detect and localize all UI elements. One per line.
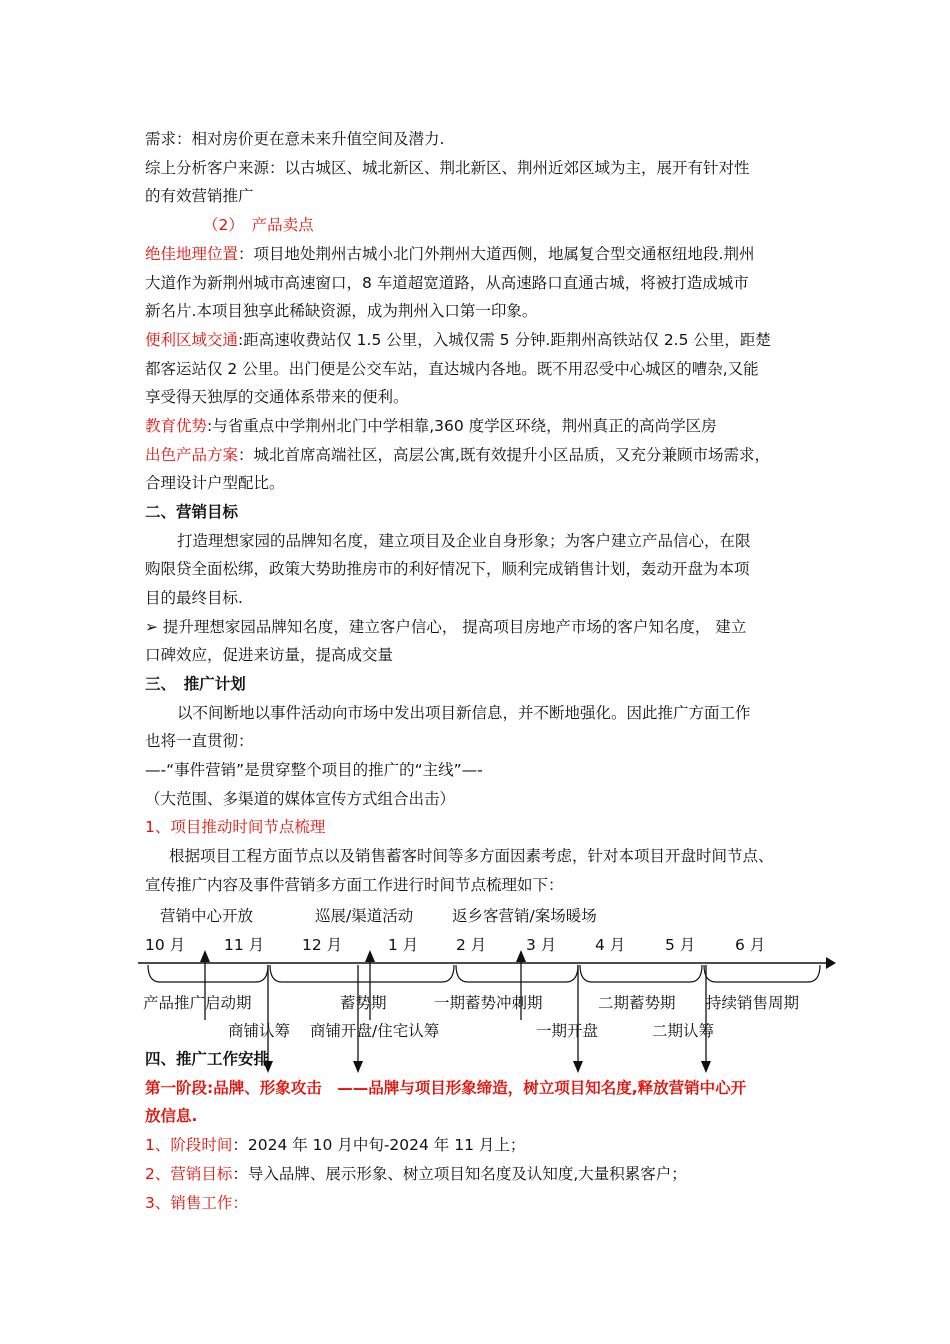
- phase-brace: [456, 965, 578, 982]
- stage-time-text: ：2024 年 10 月中旬-2024 年 11 月上；: [232, 1136, 526, 1154]
- event-shop-subscription: 商铺认筹: [228, 1022, 291, 1040]
- marketing-goal-text: ：导入品牌、展示形象、树立项目知名度及认知度,大量积累客户；: [232, 1165, 687, 1183]
- month-label: 1 月: [388, 936, 419, 954]
- marketing-goal-label: 2、营销目标: [145, 1165, 233, 1183]
- location-line-2: 大道作为新荆州城市高速窗口，8 车道超宽道路，从高速路口直通古城，将被打造成城市: [145, 274, 749, 292]
- traffic-line-2: 都客运站仅 2 公里。出门便是公交车站，直达城内各地。既不用忍受中心城区的嘈杂,又能: [145, 360, 759, 378]
- product-label: 出色产品方案: [145, 446, 239, 464]
- arrow-up-icon: [516, 950, 526, 962]
- location-line-3: 新名片.本项目独享此稀缺资源，成为荆州入口第一印象。: [145, 302, 538, 320]
- sales-work-label: 3、销售工作：: [145, 1194, 248, 1212]
- month-label: 10 月: [145, 936, 186, 954]
- media-combination-note: （大范围、多渠道的媒体宣传方式组合出击）: [145, 790, 456, 808]
- event-marketing-mainline: —-“事件营销”是贯穿整个项目的推广的“主线”—-: [145, 761, 483, 779]
- customer-source-line-2: 的有效营销推广: [145, 187, 254, 205]
- section-2-para-line-1: 打造理想家园的品牌知名度，建立项目及企业自身形象；为客户建立产品信心，在限: [177, 532, 751, 550]
- phase-brace: [148, 965, 268, 982]
- axis-arrowhead-icon: [826, 957, 836, 969]
- arrow-down-icon: [353, 1061, 363, 1073]
- marketing-goal-line: [145, 1163, 687, 1185]
- arrow-up-icon: [365, 950, 375, 962]
- arrow-down-icon: [701, 1061, 711, 1073]
- stage-time-line: [145, 1134, 525, 1156]
- section-2-title: 二、营销目标: [145, 503, 239, 521]
- traffic-text: :距高速收费站仅 1.5 公里，入城仅需 5 分钟.距荆州高铁站仅 2.5 公里，距楚: [238, 331, 771, 349]
- section-2-bullet-line-2: 口碑效应，促进来访量，提高成交量: [145, 646, 394, 664]
- traffic-line-3: 享受得天独厚的交通体系带来的便利。: [145, 388, 409, 406]
- education-text: :与省重点中学荆州北门中学相靠,360 度学区环绕，荆州真正的高尚学区房: [207, 417, 717, 435]
- phase-build-up: 蓄势期: [340, 994, 387, 1012]
- event-top-sales-center: 营销中心开放: [160, 907, 254, 925]
- section-2-para-line-2: 购限贷全面松绑，政策大势助推房市的利好情况下，顺利完成销售计划，轰动开盘为本项: [145, 560, 750, 578]
- product-line-2: 合理设计户型配比。: [145, 474, 285, 492]
- phase-1-heading: 第一阶段:品牌、形象攻击 ——品牌与项目形象缔造，树立项目知名度,释放营销中心开: [145, 1079, 747, 1097]
- customer-source-line: 综上分析客户来源：以古城区、城北新区、荆北新区、荆州近郊区域为主，展开有针对性: [145, 159, 750, 177]
- section-4-title: 四、推广工作安排: [145, 1050, 270, 1068]
- section-3-para-line-2: 也将一直贯彻：: [145, 732, 254, 750]
- phase-launch: 产品推广启动期: [143, 994, 252, 1012]
- event-top-roadshow: 巡展/渠道活动: [315, 907, 414, 925]
- product-text: ：城北首席高端社区，高层公寓,既有效提升小区品质，又充分兼顾市场需求，: [238, 446, 770, 464]
- phase-brace: [580, 965, 702, 982]
- phase-brace: [270, 965, 454, 982]
- event-shop-opening: 商铺开盘/住宅认筹: [310, 1022, 440, 1040]
- month-label: 11 月: [224, 936, 265, 954]
- phase-1-heading-line-2: 放信息.: [145, 1107, 198, 1125]
- event-top-homecoming: 返乡客营销/案场暖场: [452, 907, 597, 925]
- month-label: 3 月: [526, 936, 557, 954]
- arrow-down-icon: [573, 1061, 583, 1073]
- traffic-label: 便利区域交通: [145, 331, 239, 349]
- section-3-title: 三、 推广计划: [145, 675, 246, 693]
- demand-line: 需求：相对房价更在意未来升值空间及潜力.: [145, 130, 445, 148]
- location-text: ：项目地处荆州古城小北门外荆州大道西侧，地属复合型交通枢纽地段.荆州: [238, 245, 755, 263]
- section-3-para-line-5: 根据项目工程方面节点以及销售蓄客时间等多方面因素考虑，针对本项目开盘时间节点、: [169, 847, 774, 865]
- month-label: 12 月: [302, 936, 343, 954]
- month-label: 5 月: [665, 936, 696, 954]
- education-label: 教育优势: [145, 417, 208, 435]
- location-label: 绝佳地理位置: [145, 245, 239, 263]
- timeline-subheading: 1、项目推动时间节点梳理: [145, 818, 326, 836]
- section-2-para-line-3: 目的最终目标.: [145, 589, 243, 607]
- stage-time-label: 1、阶段时间: [145, 1136, 233, 1154]
- month-label: 6 月: [735, 936, 766, 954]
- section-3-para-line-6: 宣传推广内容及事件营销多方面工作进行时间节点梳理如下：: [145, 876, 564, 894]
- phase-continuous-sales: 持续销售周期: [706, 994, 800, 1012]
- arrow-up-icon: [200, 950, 210, 962]
- phase-build-up-2: 二期蓄势期: [598, 994, 676, 1012]
- month-label: 4 月: [595, 936, 626, 954]
- section-3-para-line-1: 以不间断地以事件活动向市场中发出项目新信息，并不断地强化。因此推广方面工作: [177, 704, 751, 722]
- phase-brace: [704, 965, 820, 982]
- phase-sprint-1: 一期蓄势冲刺期: [434, 994, 543, 1012]
- section-2-bullet: ➢ 提升理想家园品牌知名度，建立客户信心， 提高项目房地产市场的客户知名度， 建立: [145, 618, 747, 636]
- month-label: 2 月: [456, 936, 487, 954]
- product-heading: （2） 产品卖点: [203, 216, 314, 234]
- event-phase2-subscription: 二期认筹: [652, 1022, 715, 1040]
- event-phase1-opening: 一期开盘: [536, 1022, 599, 1040]
